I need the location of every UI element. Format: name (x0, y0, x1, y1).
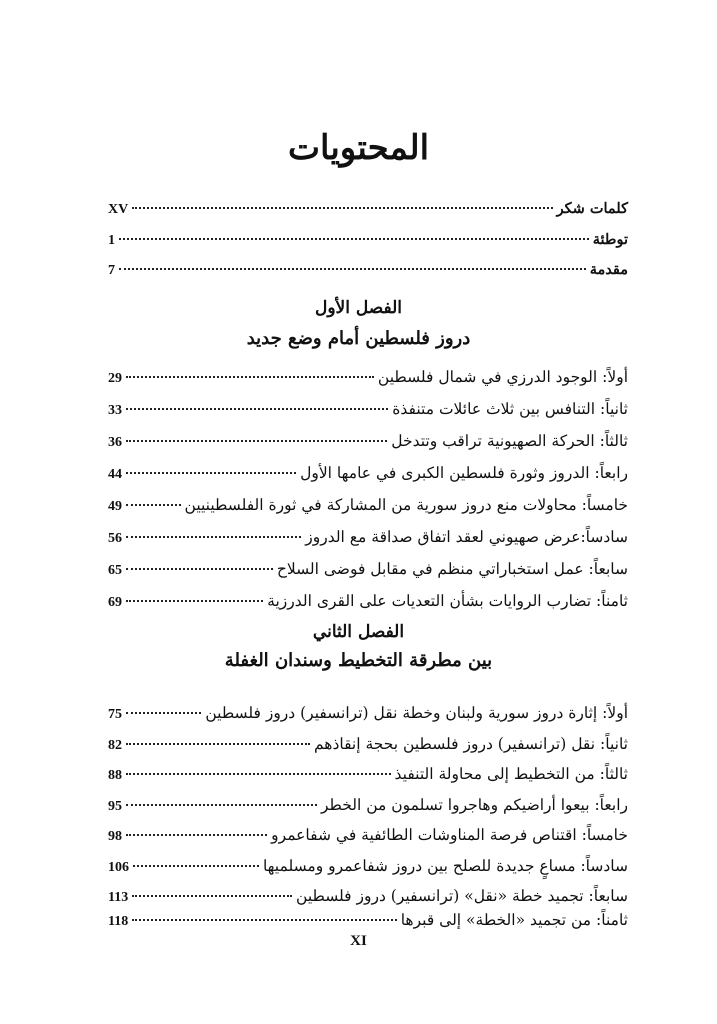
toc-entry-label: مقدمة (589, 261, 628, 278)
toc-entry-label: سادساً: مساعٍ جديدة للصلح بين دروز شفاعمرو ومسلميها (262, 857, 628, 875)
toc-entry-page: 44 (108, 467, 122, 482)
leader-dots (126, 472, 296, 474)
toc-entry[interactable] (108, 765, 628, 791)
chapter-heading: الفصل الثاني (312, 622, 405, 642)
toc-entry-label: رابعاً: الدروز وثورة فلسطين الكبرى في عامها الأول (300, 464, 628, 482)
toc-entry-page: 113 (108, 890, 129, 905)
toc-entry[interactable] (108, 464, 628, 490)
leader-dots (126, 504, 181, 506)
toc-entry-page: 118 (108, 914, 129, 929)
toc-entry-page: 56 (108, 531, 122, 546)
toc-entry-page: 82 (108, 738, 122, 753)
toc-entry-label: ثانياً: التنافس بين ثلاث عائلات متنفذة (392, 400, 628, 418)
toc-entry-label: رابعاً: بيعوا أراضيكم وهاجروا تسلمون من الخطر (320, 796, 628, 814)
leader-dots (126, 536, 301, 538)
toc-entry-label: ثامناً: تضارب الروايات بشأن التعديات على القرى الدرزية (267, 592, 628, 610)
toc-entry-page: 106 (108, 860, 129, 875)
toc-entry-page: 95 (108, 799, 122, 814)
toc-entry-label: توطئة (592, 231, 628, 248)
toc-entry[interactable] (108, 400, 628, 426)
toc-entry-page: 49 (108, 499, 122, 514)
toc-entry-page: 7 (108, 263, 115, 278)
toc-entry[interactable] (108, 528, 628, 554)
toc-entry-page: 88 (108, 768, 122, 783)
toc-entry-label: خامساً: اقتناص فرصة المناوشات الطائفية في شفاعمرو (271, 826, 628, 844)
leader-dots (126, 568, 273, 570)
toc-entry-label: سابعاً: عمل استخباراتي منظم في مقابل فوضى السلاح (276, 560, 628, 578)
toc-entry[interactable] (108, 231, 628, 257)
leader-dots (132, 919, 396, 921)
chapter-subtitle: دروز فلسطين أمام وضع جديد (246, 328, 471, 349)
leader-dots (126, 376, 374, 378)
toc-entry[interactable] (108, 735, 628, 761)
toc-entry[interactable] (108, 560, 628, 586)
leader-dots (126, 773, 391, 775)
leader-dots (126, 408, 388, 410)
chapter-heading: الفصل الأول (314, 298, 403, 318)
toc-entry[interactable] (108, 796, 628, 822)
page-title: المحتويات (287, 128, 430, 168)
toc-entry[interactable] (108, 200, 628, 226)
page-number: XI (350, 933, 367, 949)
toc-entry[interactable] (108, 704, 628, 730)
toc-entry[interactable] (108, 368, 628, 394)
leader-dots (132, 207, 552, 209)
toc-entry-page: 1 (108, 233, 115, 248)
toc-entry-label: ثالثاً: الحركة الصهيونية تراقب وتتدخل (391, 432, 628, 450)
leader-dots (126, 804, 317, 806)
leader-dots (126, 712, 201, 714)
toc-entry-page: 33 (108, 403, 122, 418)
toc-entry-page: 98 (108, 829, 122, 844)
toc-entry-label: ثانياً: نقل (ترانسفير) دروز فلسطين بحجة إنقاذهم (313, 735, 628, 753)
leader-dots (119, 268, 586, 270)
toc-entry-page: 69 (108, 595, 122, 610)
toc-entry-label: ثامناً: من تجميد «الخطة» إلى قبرها (400, 911, 628, 929)
toc-entry-label: سادساً:عرض صهيوني لعقد اتفاق صداقة مع الدروز (305, 528, 628, 546)
toc-entry-label: سابعاً: تجميد خطة «نقل» (ترانسفير) دروز فلسطين (296, 887, 628, 905)
leader-dots (119, 238, 589, 240)
toc-entry-label: خامساً: محاولات منع دروز سورية من المشاركة في ثورة الفلسطينيين (184, 496, 628, 514)
leader-dots (126, 834, 267, 836)
leader-dots (126, 743, 310, 745)
leader-dots (126, 440, 387, 442)
toc-entry[interactable] (108, 592, 628, 618)
toc-entry-page: 65 (108, 563, 122, 578)
toc-entry-label: أولاً: إثارة دروز سورية ولبنان وخطة نقل (ترانسفير) دروز فلسطين (205, 704, 628, 722)
chapter-subtitle: بين مطرقة التخطيط وسندان الغفلة (224, 650, 493, 671)
toc-entry-label: ثالثاً: من التخطيط إلى محاولة التنفيذ (394, 765, 628, 783)
toc-entry-page: 36 (108, 435, 122, 450)
toc-entry-label: أولاً: الوجود الدرزي في شمال فلسطين (377, 368, 628, 386)
leader-dots (133, 865, 259, 867)
leader-dots (126, 600, 263, 602)
toc-entry[interactable] (108, 496, 628, 522)
toc-entry-page: 29 (108, 371, 122, 386)
leader-dots (132, 895, 292, 897)
toc-entry-label: كلمات شكر (556, 200, 628, 217)
toc-entry-page: XV (108, 202, 129, 217)
toc-entry[interactable] (108, 432, 628, 458)
toc-entry[interactable] (108, 826, 628, 852)
toc-entry[interactable] (108, 887, 628, 913)
toc-entry-page: 75 (108, 707, 122, 722)
toc-entry[interactable] (108, 857, 628, 883)
toc-entry[interactable] (108, 261, 628, 287)
